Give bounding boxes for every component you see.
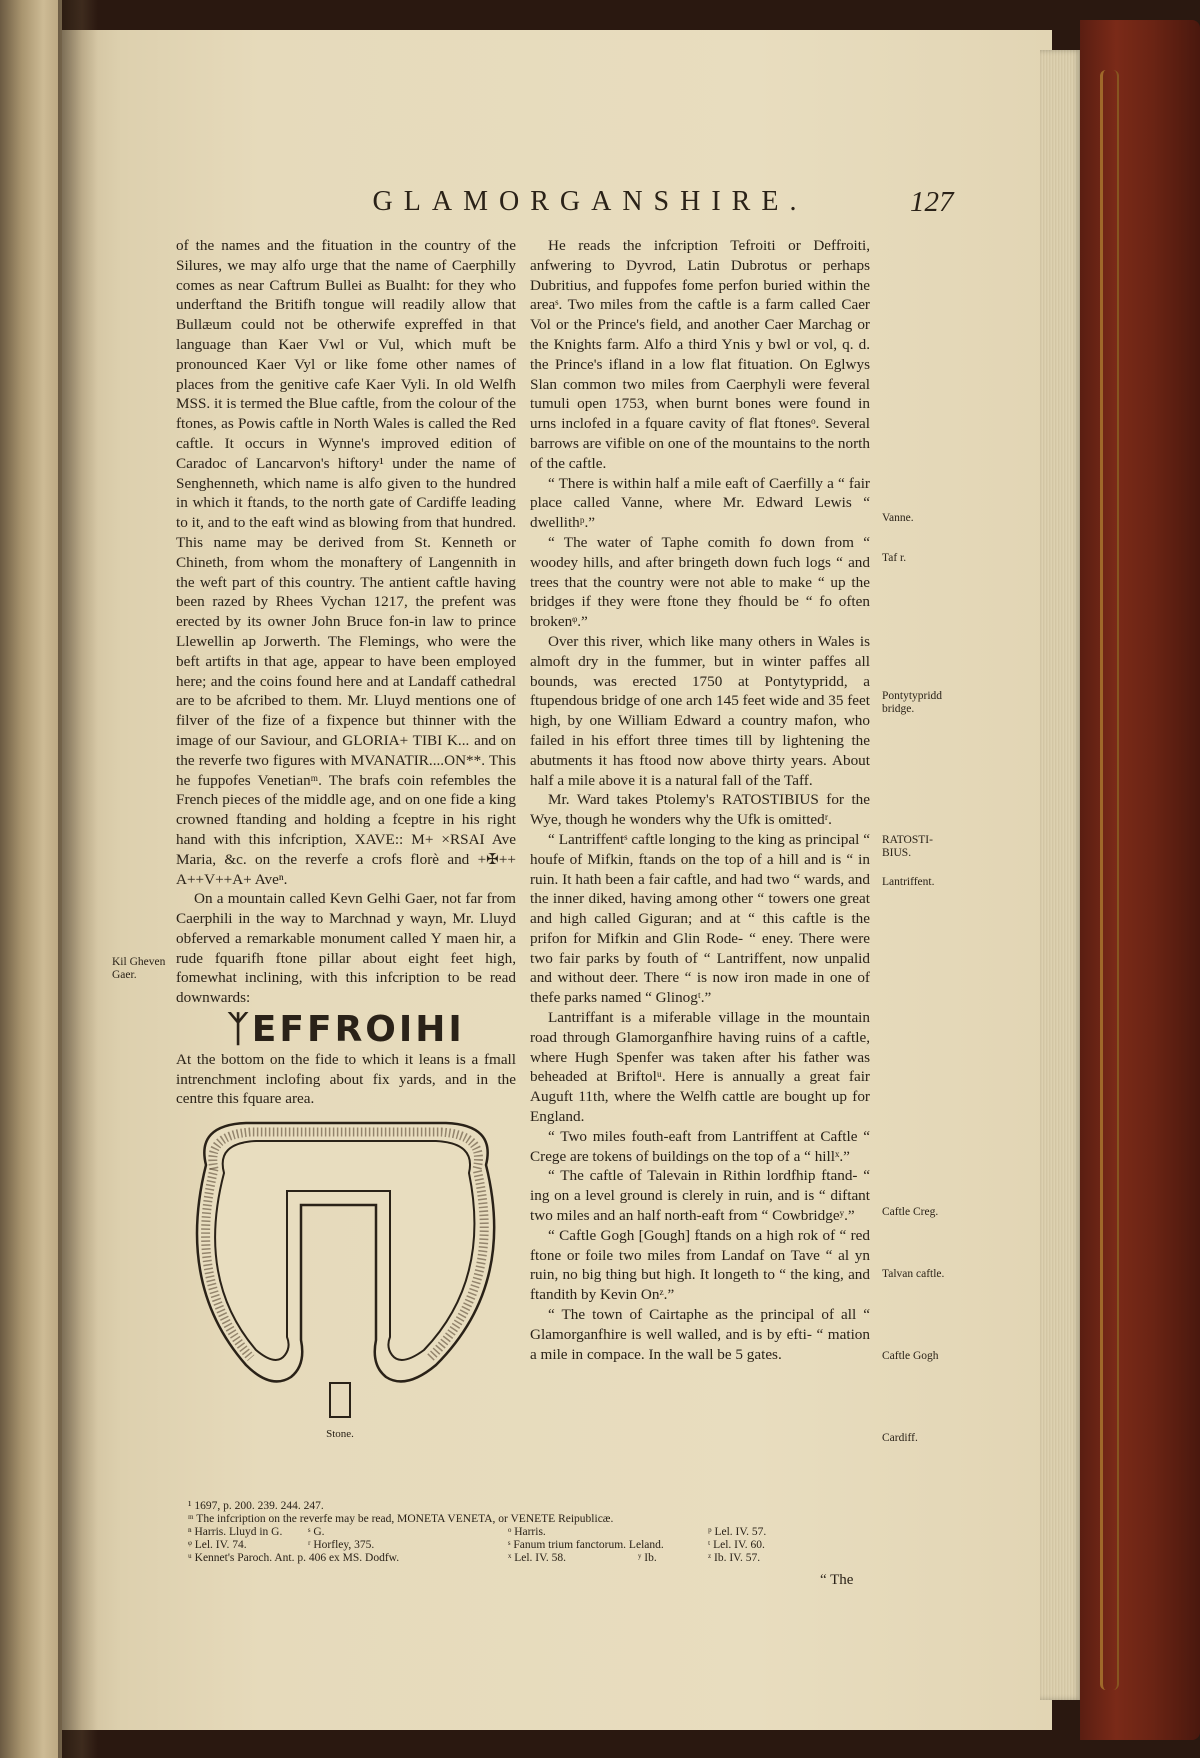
footnote: ᵐ The infcription on the reverfe may be read, MONETA VENETA, or VENETE Reipublicæ. bbox=[188, 1513, 614, 1525]
margin-note-ratostibius: RATOSTI- BIUS. bbox=[882, 834, 933, 859]
margin-note-pontytypridd: Pontytypridd bridge. bbox=[882, 690, 943, 715]
paragraph: “ There is within half a mile eaft of Caerfilly a “ fair place called Vanne, where Mr. Edward Lewis “ dwellithᵖ.” bbox=[530, 474, 870, 532]
right-column bbox=[530, 236, 870, 1364]
margin-note-kil-gheven: Kil Gheven Gaer. bbox=[112, 956, 166, 981]
paragraph: Over this river, which like many others in Wales is almoft dry in the fummer, but in winter paffes all bounds, was erected 1750 at Pontytypridd, a ftupendous bridge of one arch 145 feet wide and 35 feet high, by one William Edward a country mafon, who failed in his effort three times till by lightening the abutments it has ftood now above thirty years. About half a mile above it is a natural fall of the Taff. bbox=[530, 632, 870, 789]
margin-note-castle-creg: Caftle Creg. bbox=[882, 1206, 939, 1218]
footnote-grid bbox=[188, 1526, 888, 1565]
footnotes bbox=[188, 1500, 888, 1565]
footnote: ᵖ Lel. IV. 57. bbox=[708, 1526, 767, 1538]
footnote: ʳ Horfley, 375. bbox=[308, 1539, 375, 1551]
paragraph: On a mountain called Kevn Gelhi Gaer, not far from Caerphili in the way to Marchnad y wayn, Mr. Lluyd obferved a remarkable monument called Y maen hir, a rude fquarifh ftone pillar about eight feet high, fomewhat inclining, with this infcription to be read downwards: bbox=[176, 890, 516, 1007]
paragraph: of the names and the fituation in the country of the Silures, we may alfo urge that the name of Caerphilly comes as near Caftrum Bullei as Bualht: for they who underftand the Britifh tongue will readily allow that Bullæum could not be otherwife expreffed in that language than Kaer Vwl or Vul, which muft be pronounced Kaer Vyl or like fome other names of places from the genitive cafe Kaer Vyli. In old Welfh MSS. it is termed the Blue caftle, from the colour of the ftones, as Powis caftle in North Wales is called the Red caftle. It occurs in Wynne's improved edition of Caradoc of Lancarvon's hiftory¹ under the name of Senghenneth, which name is alfo given to the hundred in which it ftands, to the north gate of Cardiffe leading to it, and to the eaft wind as blowing from that hundred. This name may be derived from St. Kenneth or Chineth, from whom the monaftery of Langennith in the weft part of this country. The antient caftle having been razed by Rhees Vychan 1217, the prefent was erected by its owner John Bruce fon-in law to prince Llewellin ap Jorwerth. The Flemings, who were the beft artifts in that age, appear to have been employed here; and the coins found here and at Landaff cathedral are to be afcribed to them. Mr. Lluyd mentions one of filver of the fize of a fixpence but thinner with the image of our Saviour, and GLORIA+ TIBI K... and on the reverfe two figures with MVANATIR....ON**. This he fuppofes Venetianᵐ. The brafs coin refembles the French pieces of the middle age, and on one fide a king crowned ftanding and holding a fceptre in his right hand with this infcription, XAVE:: M+ ×RSAI Ave Maria, &c. on the reverfe a crofs florè and +✠++ A++V++A+ Aveⁿ. bbox=[176, 237, 516, 888]
paragraph: “ The town of Cairtaphe as the principal of all “ Glamorganfhire is well walled, and is by efti- “ mation a mile in compace. In the wall be 5 gates. bbox=[530, 1306, 870, 1363]
running-head: GLAMORGANSHIRE. bbox=[372, 186, 808, 217]
paragraph: “ Caftle Gogh [Gough] ftands on a high rok of “ red ftone or foile two miles from Landaf on Tave “ al yn ruin, no big thing but high. It longeth to “ the king, and ftandith by Kevin Onᶻ.” bbox=[530, 1226, 870, 1304]
stone-inscription: ᛉEFFROIHI bbox=[227, 1009, 465, 1051]
footnote: ᵘ Kennet's Paroch. Ant. p. 406 ex MS. Dodfw. bbox=[188, 1552, 400, 1564]
diagram-label: Stone. bbox=[326, 1428, 354, 1441]
footnote: ⁿ Harris. Lluyd in G. bbox=[188, 1526, 283, 1538]
margin-note-castle-gogh: Caftle Gogh bbox=[882, 1350, 939, 1362]
footnote: ᵒ Harris. bbox=[508, 1526, 546, 1538]
paragraph: “ The caftle of Talevain in Rithin lordfhip ftand- “ ing on a level ground is clerely in ruin, and is “ diftant two miles and an half north-eaft from “ Cowbridgeʸ.” bbox=[530, 1167, 870, 1225]
catchword: “ The bbox=[820, 1572, 854, 1588]
margin-note-talvan: Talvan caftle. bbox=[882, 1268, 945, 1280]
margin-note-taf: Taf r. bbox=[882, 552, 907, 564]
footnote: ¹ 1697, p. 200. 239. 244. 247. bbox=[188, 1500, 324, 1512]
footnote: ᶻ Ib. IV. 57. bbox=[708, 1552, 761, 1564]
paragraph: “ Lantriffentˢ caftle longing to the king as principal “ houfe of Mifkin, ftands on the top of a hill and is “ in ruin. It hath been a fair caftle, and had two “ wards, and the inner diked, having among other “ towers one great and high called Giguran; and at “ this caftle is the prifon for Mifkin and Glin Rode- “ eney. There were two fair parks by fouth of “ Lantriffent, now unpalid and without deer. There “ is now iron made in one of thefe parks named “ Glinogᵗ.” bbox=[530, 830, 870, 1007]
footnote: ˢ Fanum trium fanctorum. Leland. bbox=[508, 1539, 664, 1551]
margin-note-vanne: Vanne. bbox=[882, 512, 914, 524]
paragraph: Mr. Ward takes Ptolemy's RATOSTIBIUS for the Wye, though he wonders why the Ufk is omittedʳ. bbox=[530, 791, 870, 829]
paragraph: He reads the infcription Tefroiti or Deffroiti, anfwering to Dyvrod, Latin Dubrotus or perhaps Dubritius, and fuppofes fome perfon buried within the areaˢ. Two miles from the caftle is a farm called Caer Vol or the Prince's field, and another Caer Marchag or the Knights farm. Alfo a third Ynis y bwl or vol, q. d. the Prince's ifland in a low flat fituation. On Eglwys Slan common two miles from Caerphyli were feveral tumuli open 1753, when burnt bones were found in urns inclofed in a fquare cavity of flat ftonesᵒ. Several barrows are vifible on one of the mountains to the north of the caftle. bbox=[530, 237, 870, 472]
footnote: ˢ G. bbox=[308, 1526, 325, 1538]
paragraph: At the bottom on the fide to which it leans is a fmall intrenchment inclofing about fix yards, and in the centre this fquare area. bbox=[176, 1050, 516, 1108]
paragraph: Lantriffant is a miferable village in the mountain road through Glamorganfhire having ruins of a caftle, where Hugh Spenfer was taken after his father was beheaded at Briftolᵘ. Here is annually a great fair Auguft 11th, where the Welfh cattle are bought up for England. bbox=[530, 1009, 870, 1126]
intrenchment-diagram bbox=[186, 1115, 506, 1445]
footnote: ᵠ Lel. IV. 74. bbox=[188, 1539, 247, 1551]
margin-note-cardiff: Cardiff. bbox=[882, 1432, 918, 1444]
left-column bbox=[176, 236, 516, 1451]
footnote: ʸ Ib. bbox=[638, 1552, 657, 1564]
paragraph: “ The water of Taphe comith fo down from “ woodey hills, and after bringeth down fuch logs “ and trees that the country were not able to make “ up the bridges if they were ftone they fhould be “ fo often brokenᵠ.” bbox=[530, 533, 870, 631]
page-number: 127 bbox=[910, 186, 954, 218]
paragraph: “ Two miles fouth-eaft from Lantriffent at Caftle “ Crege are tokens of buildings on the top of a “ hillˣ.” bbox=[530, 1127, 870, 1165]
footnote: ˣ Lel. IV. 58. bbox=[508, 1552, 567, 1564]
footnote: ᵗ Lel. IV. 60. bbox=[708, 1539, 765, 1551]
margin-note-lantriffent: Lantriffent. bbox=[882, 876, 935, 888]
